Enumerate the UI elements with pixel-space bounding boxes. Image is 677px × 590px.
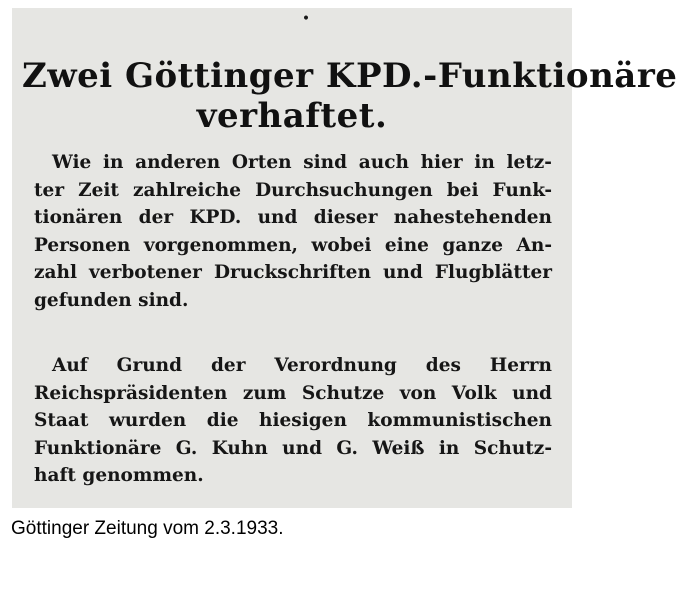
paragraph-line: Auf Grund der Verordnung des Herrn xyxy=(52,355,552,376)
headline-line: verhaftet. xyxy=(196,96,388,136)
paragraph-line: ter Zeit zahlreiche Durchsuchungen bei Funk- xyxy=(34,179,552,201)
paragraph-line: Wie in anderen Orten sind auch hier in letz- xyxy=(52,152,552,173)
ornament-dot: • xyxy=(301,11,311,27)
paragraph-line: gefunden sind. xyxy=(34,289,189,311)
article-paragraph-2 xyxy=(34,352,552,490)
article-paragraph-1 xyxy=(34,149,552,315)
image-caption: Göttinger Zeitung vom 2.3.1933. xyxy=(11,518,284,539)
newspaper-clipping xyxy=(12,8,677,508)
paragraph-line: haft genommen. xyxy=(34,465,204,487)
paragraph-line: zahl verbotener Druckschriften und Flugblätter xyxy=(34,262,552,284)
paragraph-line: tionären der KPD. und dieser nahestehenden xyxy=(34,207,552,229)
paragraph-line: Reichspräsidenten zum Schutze von Volk und xyxy=(34,382,552,404)
paragraph-line: Staat wurden die hiesigen kommunistischen xyxy=(34,410,552,432)
paragraph-line: Personen vorgenommen, wobei eine ganze An- xyxy=(34,234,552,256)
headline-line: Zwei Göttinger KPD.-Funktionäre xyxy=(22,56,677,96)
headline xyxy=(22,56,677,136)
paragraph-line: Funktionäre G. Kuhn und G. Weiß in Schutz- xyxy=(34,437,552,459)
